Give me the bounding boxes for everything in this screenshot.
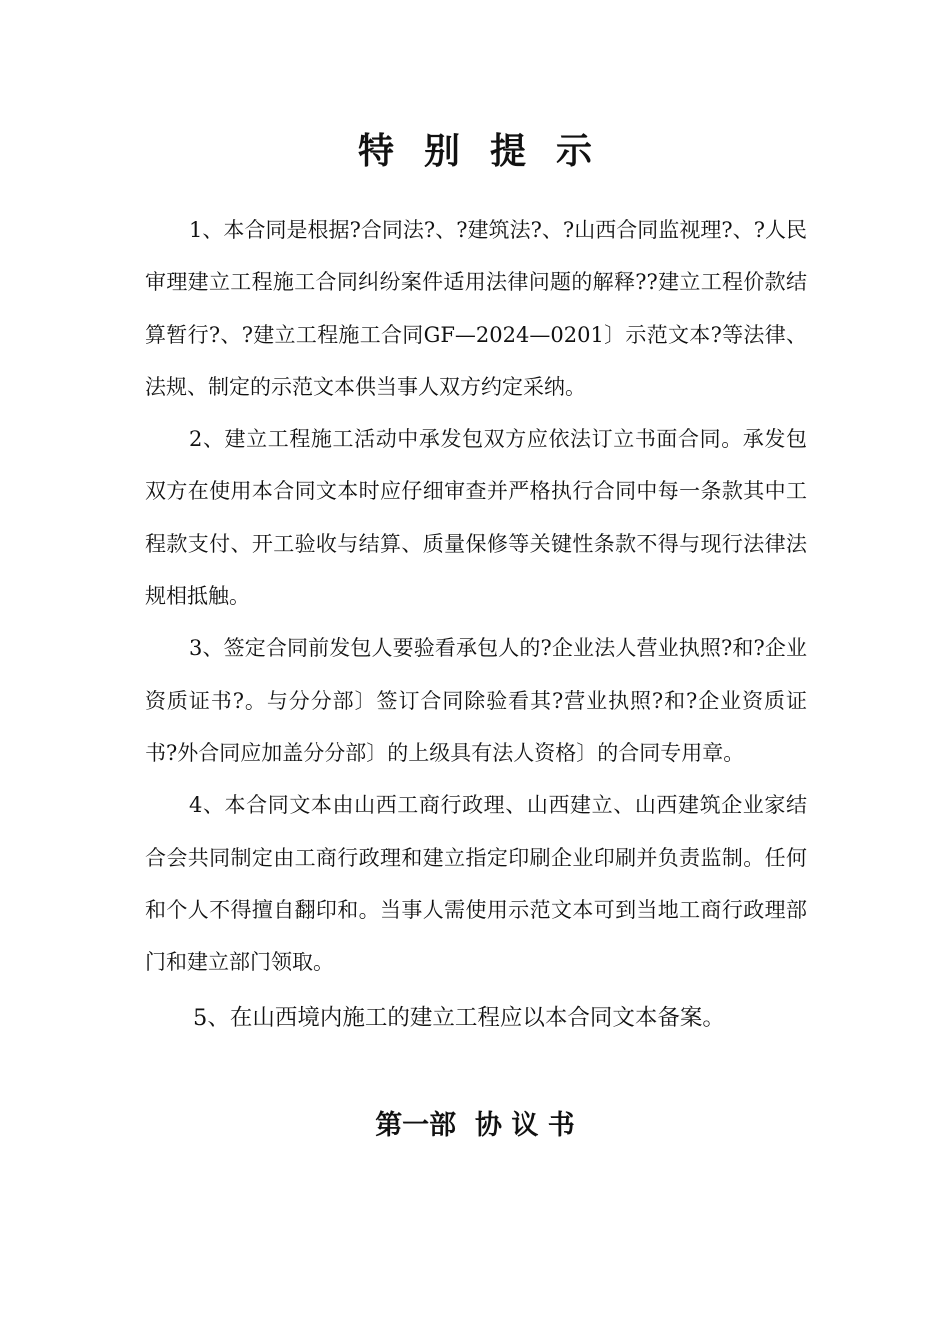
notice-paragraph-4: 4、本合同文本由山西工商行政理、山西建立、山西建筑企业家结合会共同制定由工商行政理和建立指定印刷企业印刷并负责监制。任何和个人不得擅自翻印和。当事人需使用示范文本可到当地工商行政理部门和建立部门领取。 xyxy=(145,793,807,975)
notice-paragraph-5: 5、在山西境内施工的建立工程应以本合同文本备案。 xyxy=(193,1005,725,1032)
page-title: 特别提示 xyxy=(357,131,622,172)
notice-body xyxy=(145,204,807,1045)
notice-paragraph-3: 3、签定合同前发包人要验看承包人的?企业法人营业执照?和?企业资质证书?。与分分部〕签订合同除验看其?营业执照?和?企业资质证书?外合同应加盖分分部〕的上级具有法人资格〕的合同专用章。 xyxy=(145,636,807,765)
notice-paragraph-1: 1、本合同是根据?合同法?、?建筑法?、?山西合同监视理?、?人民审理建立工程施工合同纠纷案件适用法律问题的解释??建立工程价款结算暂行?、?建立工程施工合同GF—2024—0201〕示范文本?等法律、法规、制定的示范文本供当事人双方约定采纳。 xyxy=(145,218,807,399)
section-title: 第一部 协 议 书 xyxy=(375,1110,575,1141)
notice-paragraph-2: 2、建立工程施工活动中承发包双方应依法订立书面合同。承发包双方在使用本合同文本时应仔细审查并严格执行合同中每一条款其中工程款支付、开工验收与结算、质量保修等关键性条款不得与现行法律法规相抵触。 xyxy=(145,427,807,609)
